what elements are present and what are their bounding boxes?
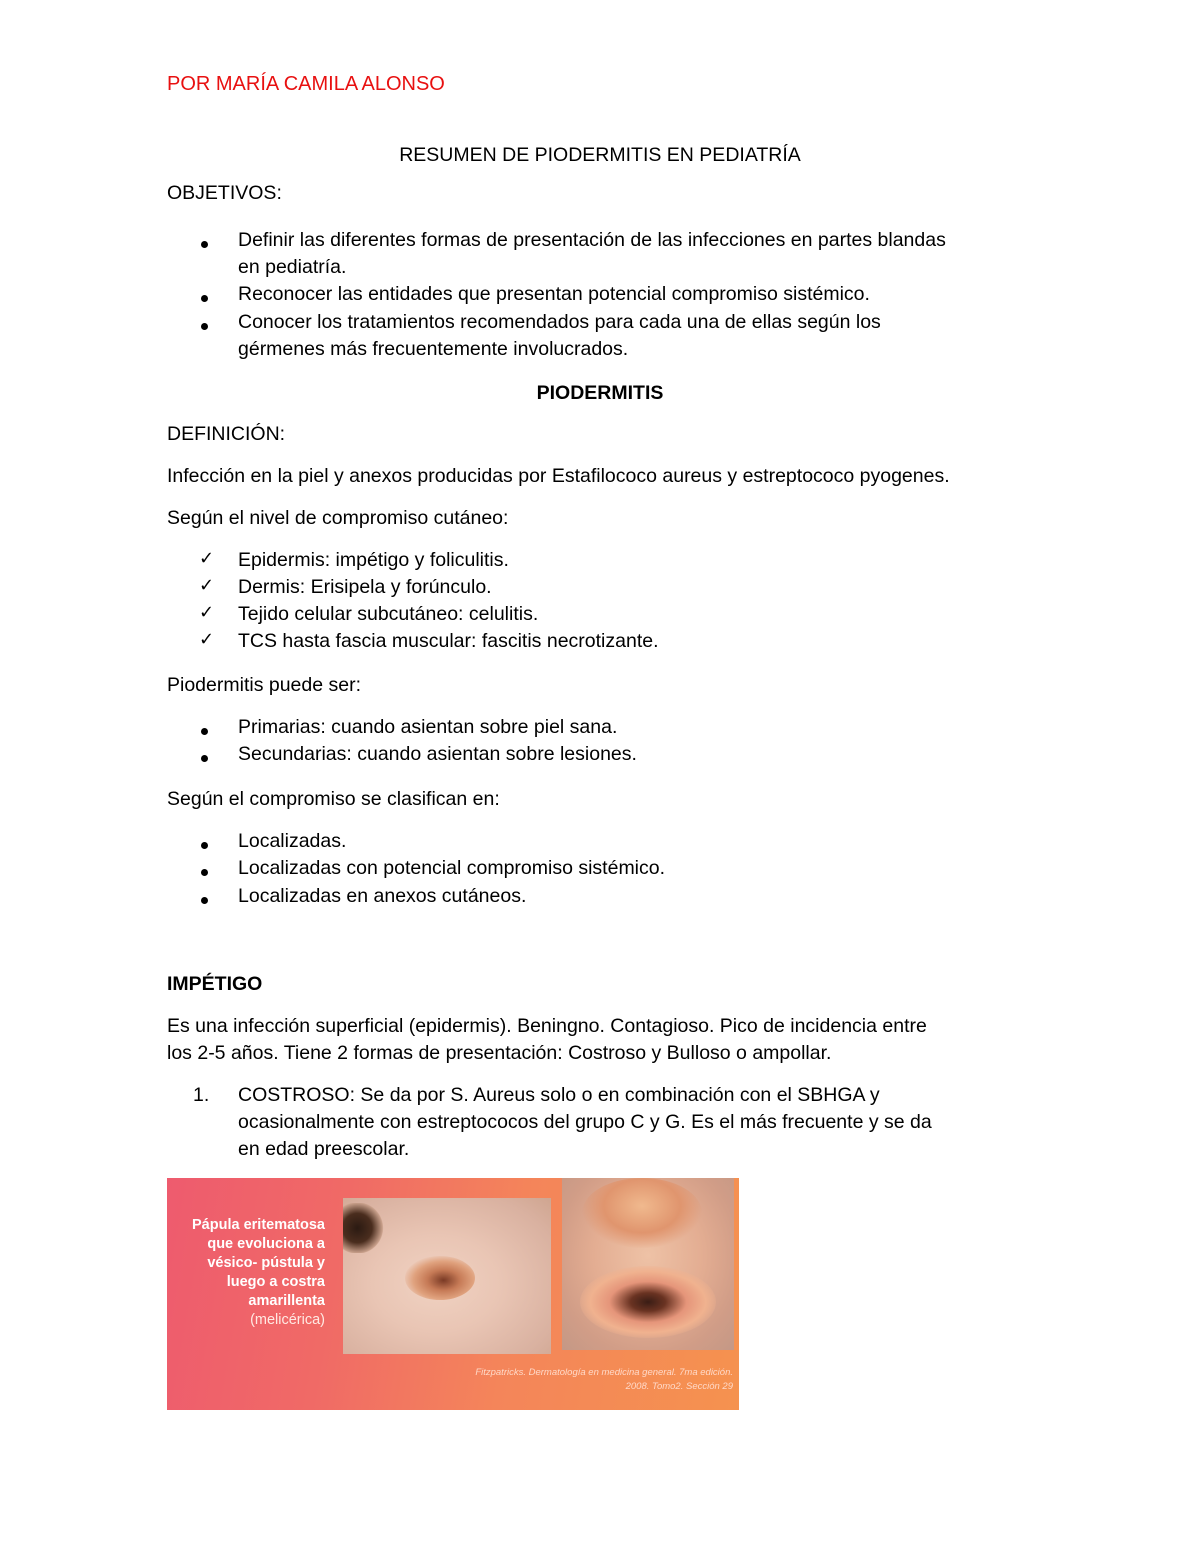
- nose-crust-shape: [582, 1178, 702, 1248]
- impetigo-figure: [167, 1178, 739, 1410]
- objective-item-1-line-2: en pediatría.: [238, 256, 347, 278]
- level-item: Dermis: Erisipela y forúnculo.: [238, 576, 492, 598]
- objective-item-1-line-1: Definir las diferentes formas de presentación de las infecciones en partes blandas: [238, 229, 946, 251]
- figure-text-line: Pápula eritematosa: [192, 1217, 325, 1233]
- bullet-icon: [201, 241, 208, 248]
- bullet-icon: [201, 295, 208, 302]
- impetigo-paragraph-line-1: Es una infección superficial (epidermis). Beningno. Contagioso. Pico de incidencia entre: [167, 1015, 927, 1037]
- objective-item-2: Reconocer las entidades que presentan potencial compromiso sistémico.: [238, 283, 870, 305]
- bullet-icon: [201, 897, 208, 904]
- document-title: RESUMEN DE PIODERMITIS EN PEDIATRÍA: [399, 144, 801, 166]
- checkmark-icon: ✓: [199, 575, 215, 596]
- definition-text: Infección en la piel y anexos producidas por Estafilococo aureus y estreptococo pyogenes.: [167, 465, 950, 487]
- lesion-shape: [405, 1256, 475, 1300]
- levels-intro: Según el nivel de compromiso cutáneo:: [167, 507, 509, 529]
- impetigo-heading: IMPÉTIGO: [167, 973, 263, 995]
- checkmark-icon: ✓: [199, 548, 215, 569]
- costroso-line-3: en edad preescolar.: [238, 1138, 410, 1160]
- bullet-icon: [201, 755, 208, 762]
- classification-intro: Según el compromiso se clasifican en:: [167, 788, 500, 810]
- checkmark-icon: ✓: [199, 602, 215, 623]
- level-item: Epidermis: impétigo y foliculitis.: [238, 549, 509, 571]
- nose-lesion-photo: [343, 1198, 551, 1354]
- bullet-icon: [201, 728, 208, 735]
- bullet-icon: [201, 869, 208, 876]
- types-intro: Piodermitis puede ser:: [167, 674, 362, 696]
- impetigo-paragraph-line-2: los 2-5 años. Tiene 2 formas de presentación: Costroso y Bulloso o ampollar.: [167, 1042, 832, 1064]
- list-number: 1.: [193, 1084, 210, 1106]
- eye-shape: [343, 1203, 391, 1253]
- level-item: Tejido celular subcutáneo: celulitis.: [238, 603, 539, 625]
- checkmark-icon: ✓: [199, 629, 215, 650]
- type-item: Secundarias: cuando asientan sobre lesiones.: [238, 743, 637, 765]
- classification-item: Localizadas.: [238, 830, 347, 852]
- objectives-heading: OBJETIVOS:: [167, 182, 282, 204]
- perioral-lesion-photo: [562, 1178, 734, 1350]
- figure-text-line: luego a costra: [226, 1274, 325, 1290]
- figure-text-line: (melicérica): [250, 1312, 325, 1328]
- costroso-line-2: ocasionalmente con estreptococos del grupo C y G. Es el más frecuente y se da: [238, 1111, 932, 1133]
- figure-description: [173, 1216, 325, 1330]
- classification-item: Localizadas en anexos cutáneos.: [238, 885, 527, 907]
- bullet-icon: [201, 323, 208, 330]
- caption-line: 2008. Tomo2. Sección 29: [625, 1381, 733, 1392]
- section-title: PIODERMITIS: [536, 382, 664, 404]
- mouth-shape: [580, 1266, 716, 1338]
- level-item: TCS hasta fascia muscular: fascitis necrotizante.: [238, 630, 659, 652]
- classification-item: Localizadas con potencial compromiso sistémico.: [238, 857, 666, 879]
- figure-caption: [475, 1366, 733, 1394]
- caption-line: Fitzpatricks. Dermatología en medicina general. 7ma edición.: [475, 1367, 733, 1378]
- objective-item-3-line-1: Conocer los tratamientos recomendados para cada una de ellas según los: [238, 311, 881, 333]
- costroso-line-1: COSTROSO: Se da por S. Aureus solo o en combinación con el SBHGA y: [238, 1084, 880, 1106]
- bullet-icon: [201, 842, 208, 849]
- author-line: POR MARÍA CAMILA ALONSO: [167, 73, 445, 95]
- definition-heading: DEFINICIÓN:: [167, 423, 286, 445]
- objective-item-3-line-2: gérmenes más frecuentemente involucrados.: [238, 338, 629, 360]
- figure-text-line: vésico- pústula y: [207, 1255, 325, 1271]
- figure-text-line: que evoluciona a: [207, 1236, 325, 1252]
- figure-text-line: amarillenta: [248, 1293, 325, 1309]
- type-item: Primarias: cuando asientan sobre piel sana.: [238, 716, 618, 738]
